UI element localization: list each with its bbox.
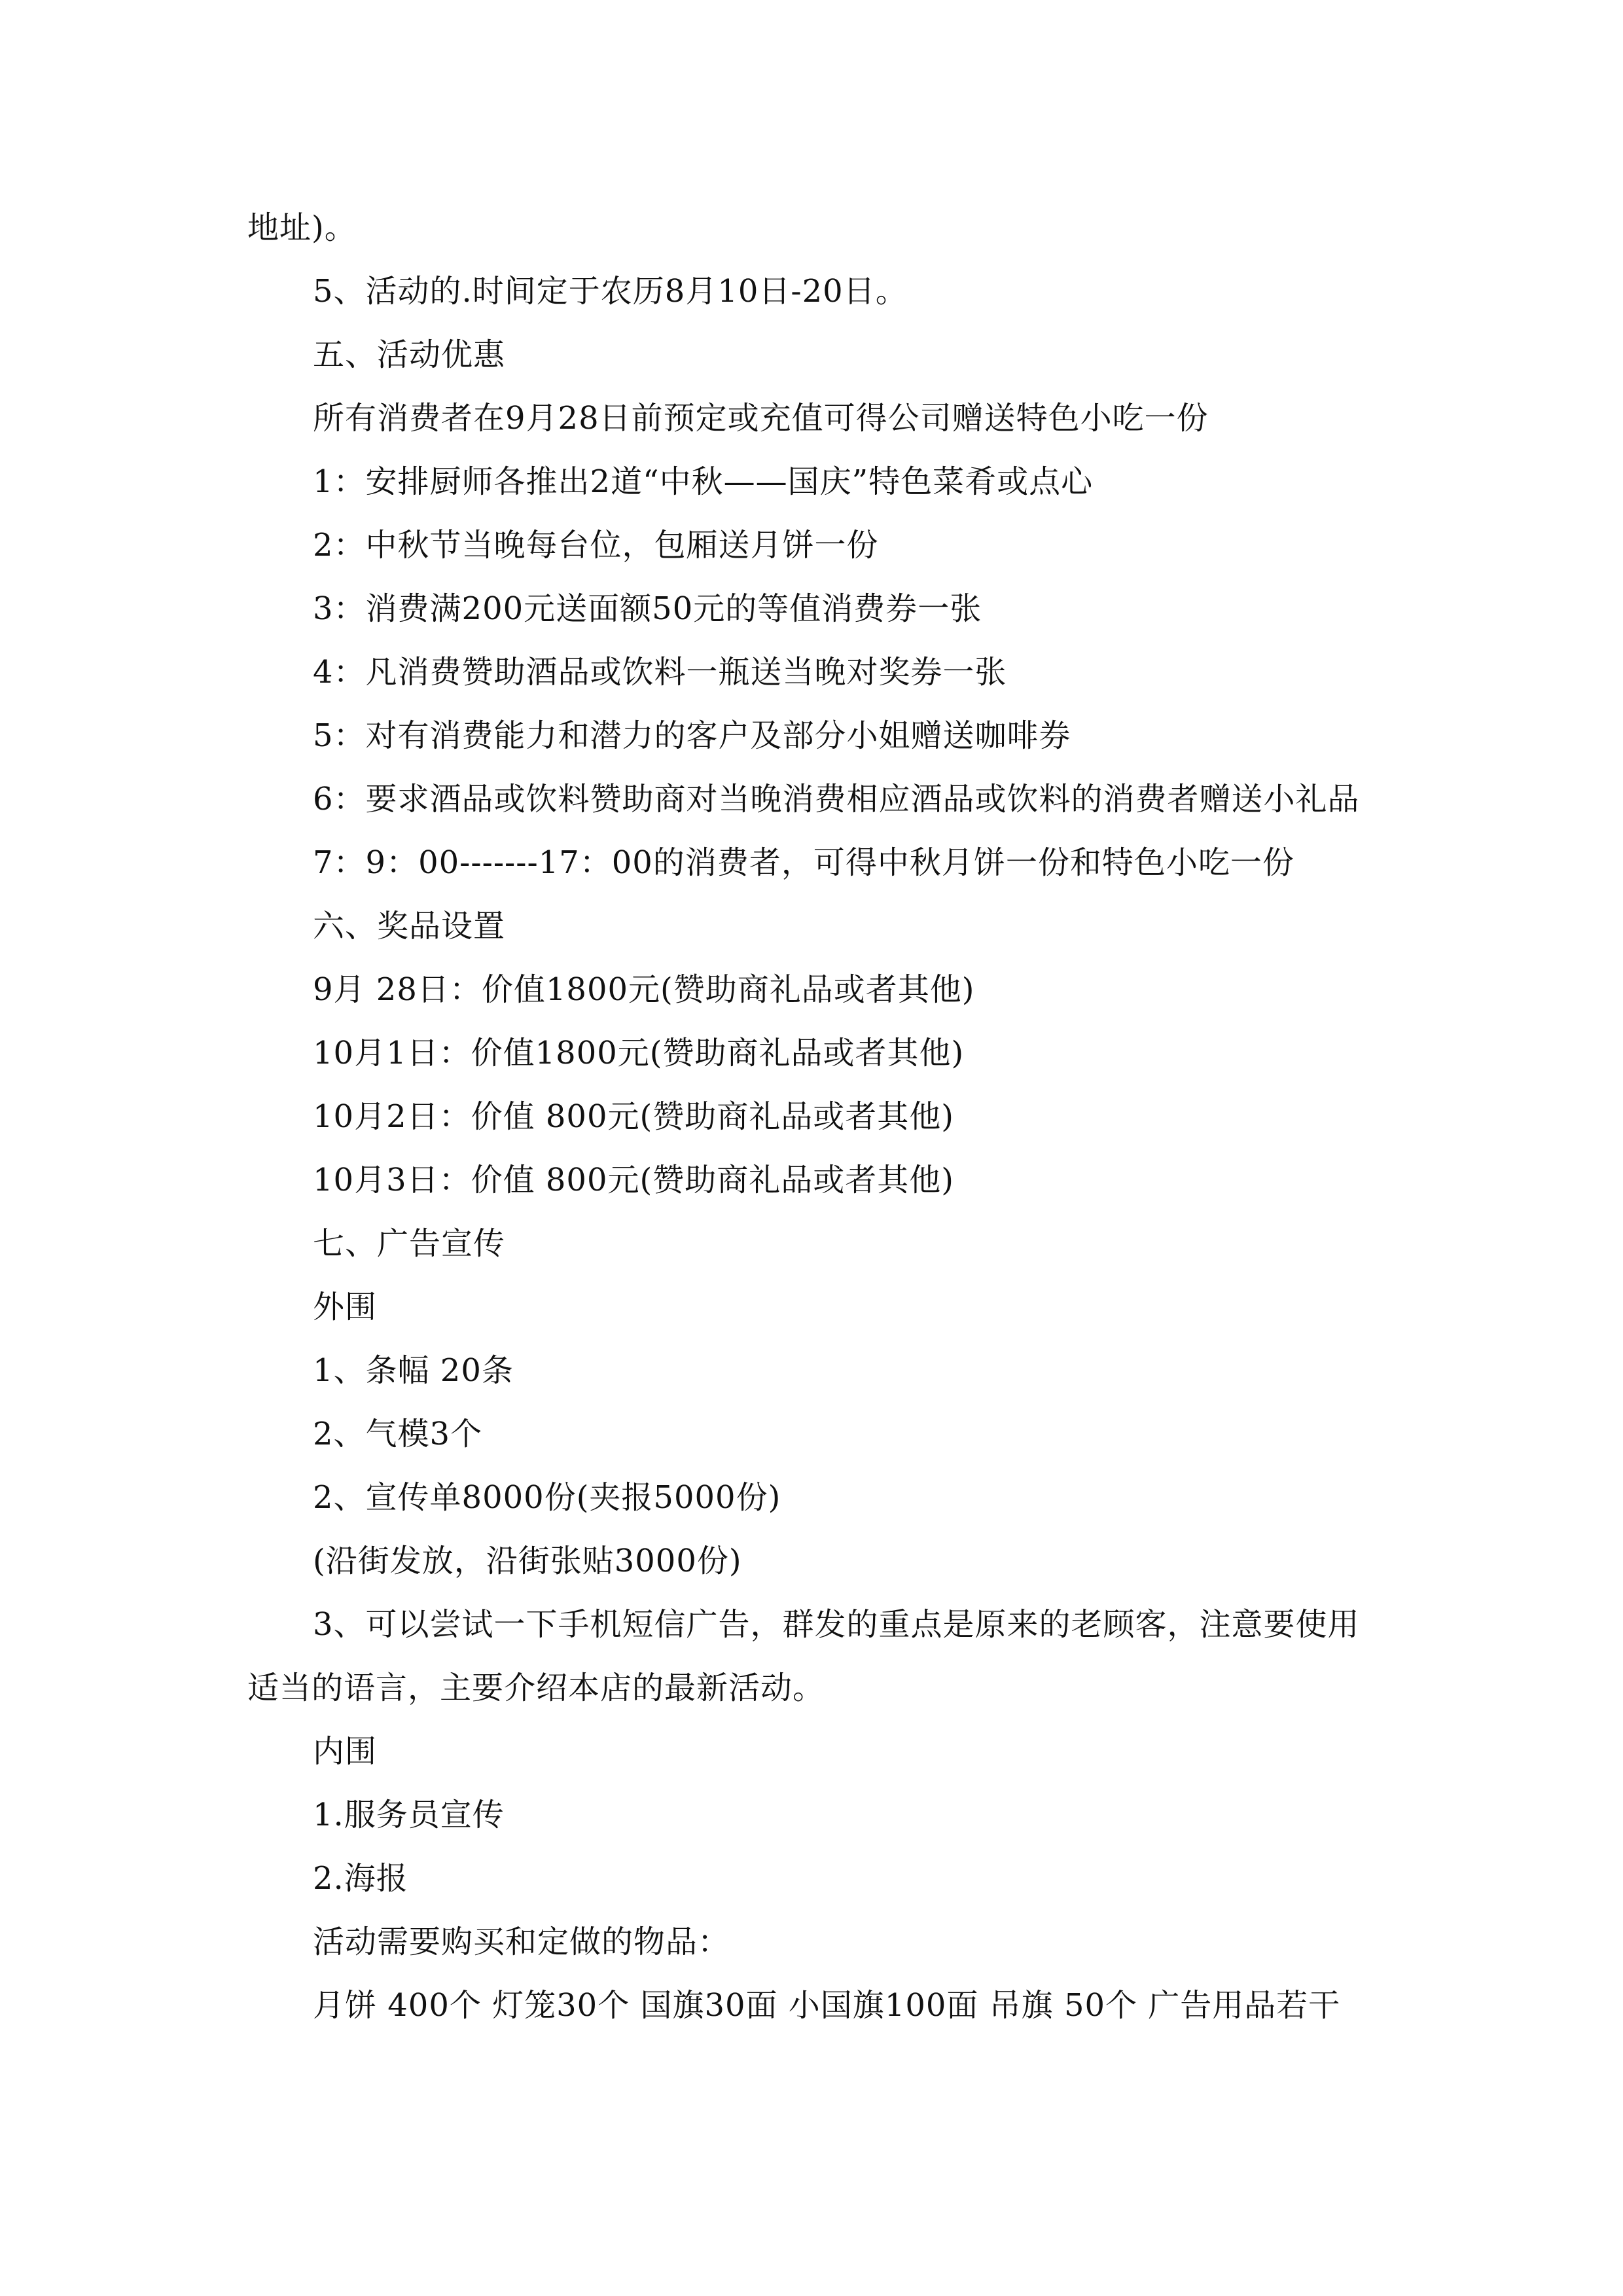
text-line: (沿街发放，沿街张贴3000份) — [313, 1543, 742, 1579]
subheading: 内围 — [313, 1733, 378, 1770]
text-line: 地址)。 — [247, 209, 357, 246]
list-item: 2.海报 — [313, 1860, 408, 1897]
list-item: 10月2日：价值 800元(赞助商礼品或者其他) — [313, 1098, 954, 1135]
text-line: 5、活动的.时间定于农历8月10日-20日。 — [313, 273, 908, 310]
text-line: 月饼 400个 灯笼30个 国旗30面 小国旗100面 吊旗 50个 广告用品若干 — [313, 1987, 1341, 2024]
list-item: 5：对有消费能力和潜力的客户及部分小姐赠送咖啡券 — [313, 717, 1071, 754]
list-item: 2、气模3个 — [313, 1416, 483, 1452]
text-line: 活动需要购买和定做的物品： — [313, 1924, 730, 1960]
list-item: 10月1日：价值1800元(赞助商礼品或者其他) — [313, 1035, 965, 1071]
text-line: 适当的语言，主要介绍本店的最新活动。 — [247, 1670, 825, 1706]
list-item: 7：9：00-------17：00的消费者，可得中秋月饼一份和特色小吃一份 — [313, 844, 1294, 881]
list-item: 9月 28日：价值1800元(赞助商礼品或者其他) — [313, 971, 975, 1008]
list-item: 2、宣传单8000份(夹报5000份) — [313, 1479, 781, 1516]
list-item: 2：中秋节当晚每台位，包厢送月饼一份 — [313, 527, 879, 564]
list-item: 6：要求酒品或饮料赞助商对当晚消费相应酒品或饮料的消费者赠送小礼品 — [313, 781, 1360, 817]
list-item: 1、条幅 20条 — [313, 1352, 514, 1389]
list-item: 1.服务员宣传 — [313, 1797, 505, 1833]
section-heading: 七、广告宣传 — [313, 1225, 506, 1262]
list-item: 3：消费满200元送面额50元的等值消费券一张 — [313, 590, 982, 627]
section-heading: 五、活动优惠 — [313, 336, 506, 373]
subheading: 外围 — [313, 1289, 378, 1325]
section-heading: 六、奖品设置 — [313, 908, 506, 944]
document-body — [247, 196, 1380, 2037]
list-item: 10月3日：价值 800元(赞助商礼品或者其他) — [313, 1162, 954, 1198]
list-item: 4：凡消费赞助酒品或饮料一瓶送当晚对奖券一张 — [313, 654, 1007, 691]
text-line: 所有消费者在9月28日前预定或充值可得公司赠送特色小吃一份 — [313, 400, 1209, 437]
list-item: 3、可以尝试一下手机短信广告，群发的重点是原来的老顾客，注意要使用 — [313, 1606, 1360, 1643]
list-item: 1：安排厨师各推出2道“中秋——国庆”特色菜肴或点心 — [313, 463, 1094, 500]
